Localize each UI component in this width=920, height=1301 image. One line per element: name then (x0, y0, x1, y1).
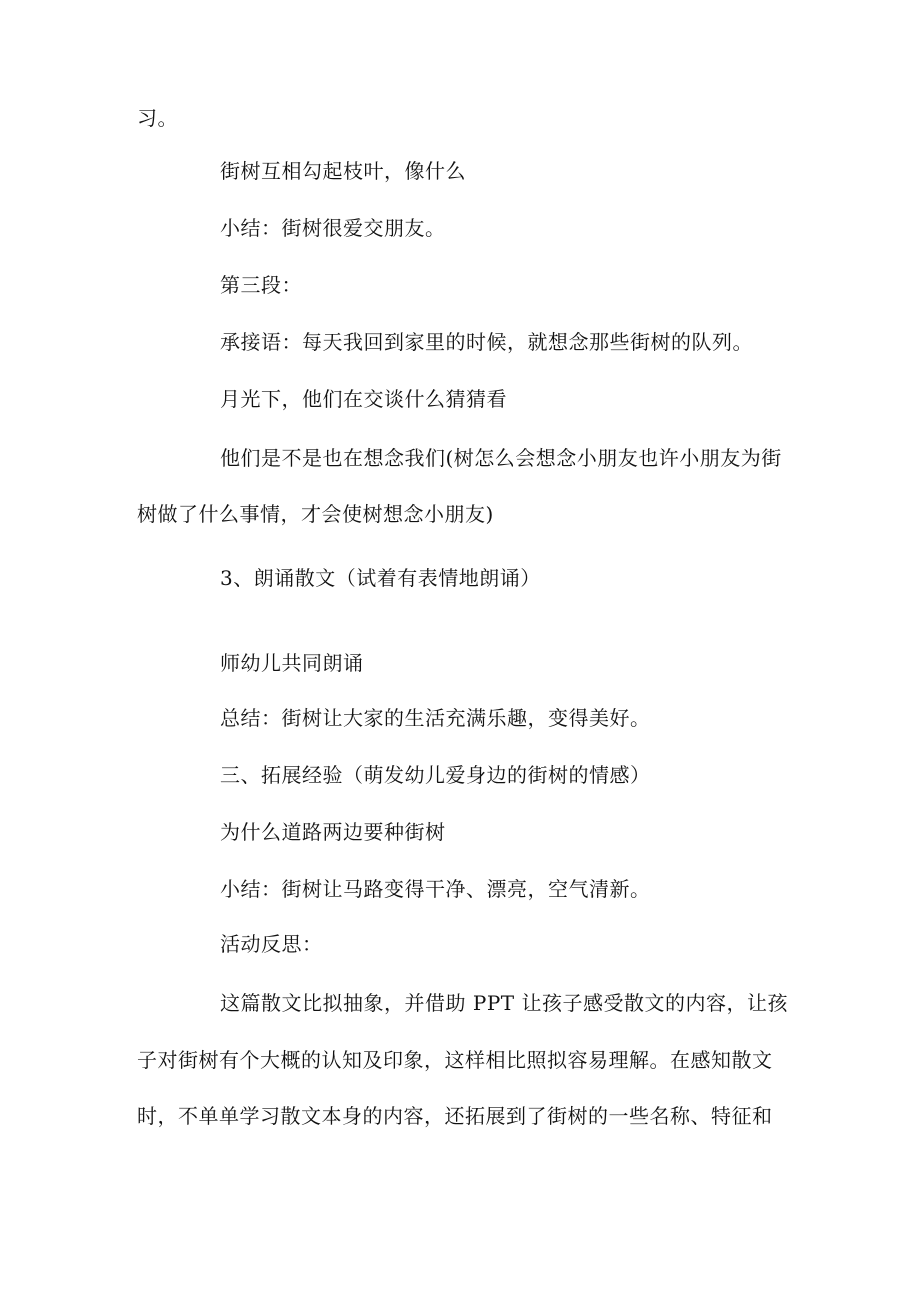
section-heading: 第三段： (220, 273, 302, 297)
text-line: 这篇散文比拟抽象，并借助 PPT 让孩子感受散文的内容，让孩 (220, 991, 788, 1015)
text-line: 小结：街树很爱交朋友。 (220, 216, 446, 240)
text-line: 习。 (137, 106, 178, 130)
section-heading: 三、拓展经验（萌发幼儿爱身边的街树的情感） (220, 763, 651, 787)
text-line: 街树互相勾起枝叶，像什么 (220, 159, 466, 183)
text-line: 他们是不是也在想念我们(树怎么会想念小朋友也许小朋友为街 (220, 446, 782, 470)
section-heading: 3、朗诵散文（试着有表情地朗诵） (220, 566, 541, 590)
text-line: 小结：街树让马路变得干净、漂亮，空气清新。 (220, 877, 651, 901)
text-line: 承接语：每天我回到家里的时候，就想念那些街树的队列。 (220, 330, 753, 354)
text-line: 为什么道路两边要种街树 (220, 820, 446, 844)
text-line: 师幼儿共同朗诵 (220, 651, 364, 675)
text-line: 时，不单单学习散文本身的内容，还拓展到了街树的一些名称、特征和 (137, 1104, 773, 1128)
text-line: 总结：街树让大家的生活充满乐趣，变得美好。 (220, 706, 651, 730)
text-line: 树做了什么事情，才会使树想念小朋友) (137, 502, 494, 526)
text-line: 月光下，他们在交谈什么猜猜看 (220, 387, 507, 411)
section-heading: 活动反思： (220, 932, 323, 956)
text-line: 子对街树有个大概的认知及印象，这样相比照拟容易理解。在感知散文 (137, 1048, 773, 1072)
